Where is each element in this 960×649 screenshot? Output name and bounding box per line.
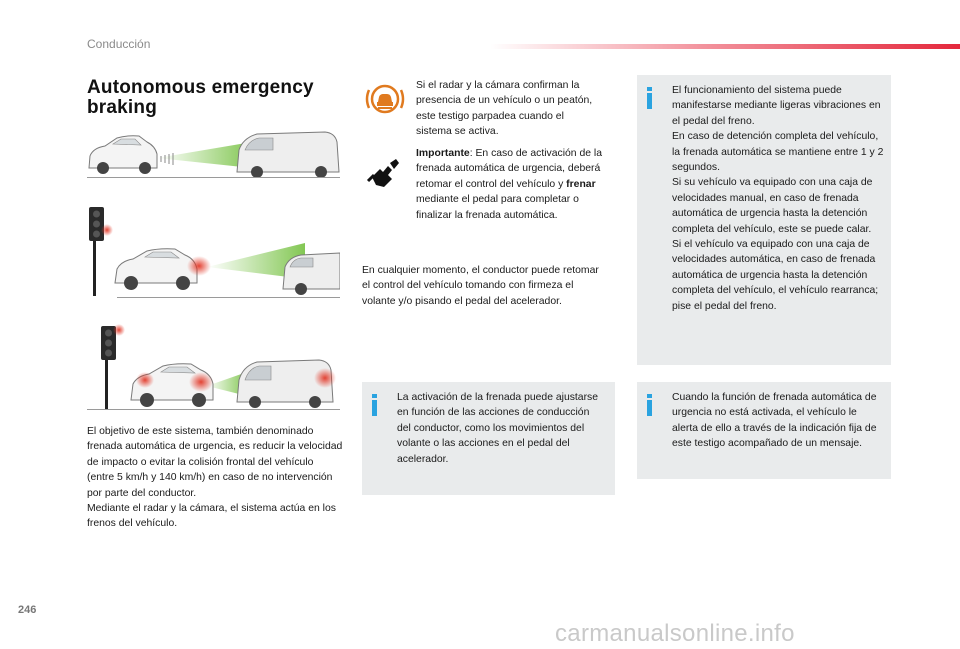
info-note-text: Cuando la función de frenada automática de urgencia no está activada, el vehículo le alerta de ello a través de la indicación fija de este testigo acompañado de un mensaje. — [672, 392, 877, 450]
warning-lamp-text: Si el radar y la cámara confirman la presencia de un vehículo o un peatón, este testigo parpadea cuando el sistema se activa. — [416, 80, 593, 138]
important-text-part: : En caso de activación de la frenada automática de urgencia, deberá retomar el control del vehículo y — [416, 148, 602, 190]
info-note-text: El funcionamiento del sistema puede manifestarse mediante ligeras vibraciones en el pedal del freno. En caso de detención completa del vehículo, la frenada automática se mantiene entre 1 y 2 segundos. Si su vehículo va equipado con una caja de velocidades manual, en caso de frenada automática de urgencia hasta la detención completa del vehículo, este se puede calar. Si el vehículo va equipado con una caja de velocidades automática, en caso de frenada automática de urgencia hasta la detención completa del vehículo, el vehículo rearranca; pise el pedal del freno. — [672, 85, 884, 312]
intro-text — [87, 424, 343, 532]
important-bold-word: frenar — [566, 178, 596, 190]
info-note-box — [637, 75, 891, 365]
page-title: Autonomous emergency braking — [87, 77, 314, 118]
info-icon — [372, 394, 378, 416]
header-accent-bar — [490, 44, 960, 49]
intro-paragraph: El objetivo de este sistema, también denominado frenada automática de urgencia, es reducir la velocidad de impacto o evitar la colisión frontal del vehículo (entre 5 km/h y 140 km/h) en caso de no intervención por parte del conductor. — [87, 426, 343, 499]
important-text — [416, 146, 606, 223]
intro-paragraph: Mediante el radar y la cámara, el sistema actúa en los frenos del vehículo. — [87, 503, 336, 530]
illustration-automatic-braking — [87, 322, 340, 410]
hand-on-wheel-icon — [366, 155, 402, 191]
info-note-box — [637, 382, 891, 479]
illustration-radar-detection — [87, 128, 340, 178]
important-text-part: mediante el pedal para completar o finalizar la frenada automática. — [416, 194, 579, 221]
driver-control-text: En cualquier momento, el conductor puede retomar el control del vehículo tomando con firmeza el volante y/o pisando el pedal del acelerador. — [362, 265, 599, 307]
brake-warning-lamp-icon — [364, 80, 406, 118]
info-note-text: La activación de la frenada puede ajustarse en función de las acciones de conducción del conductor, como los movimientos del volante o las acciones en el pedal del acelerador. — [397, 392, 599, 465]
section-label: Conducción — [87, 37, 151, 51]
watermark: carmanualsonline.info — [555, 620, 795, 647]
info-icon — [647, 87, 653, 109]
info-icon — [647, 394, 653, 416]
important-label: Importante — [416, 148, 470, 159]
illustration-collision-warning — [87, 203, 340, 298]
info-note-box — [362, 382, 615, 495]
page-number: 246 — [18, 604, 37, 616]
